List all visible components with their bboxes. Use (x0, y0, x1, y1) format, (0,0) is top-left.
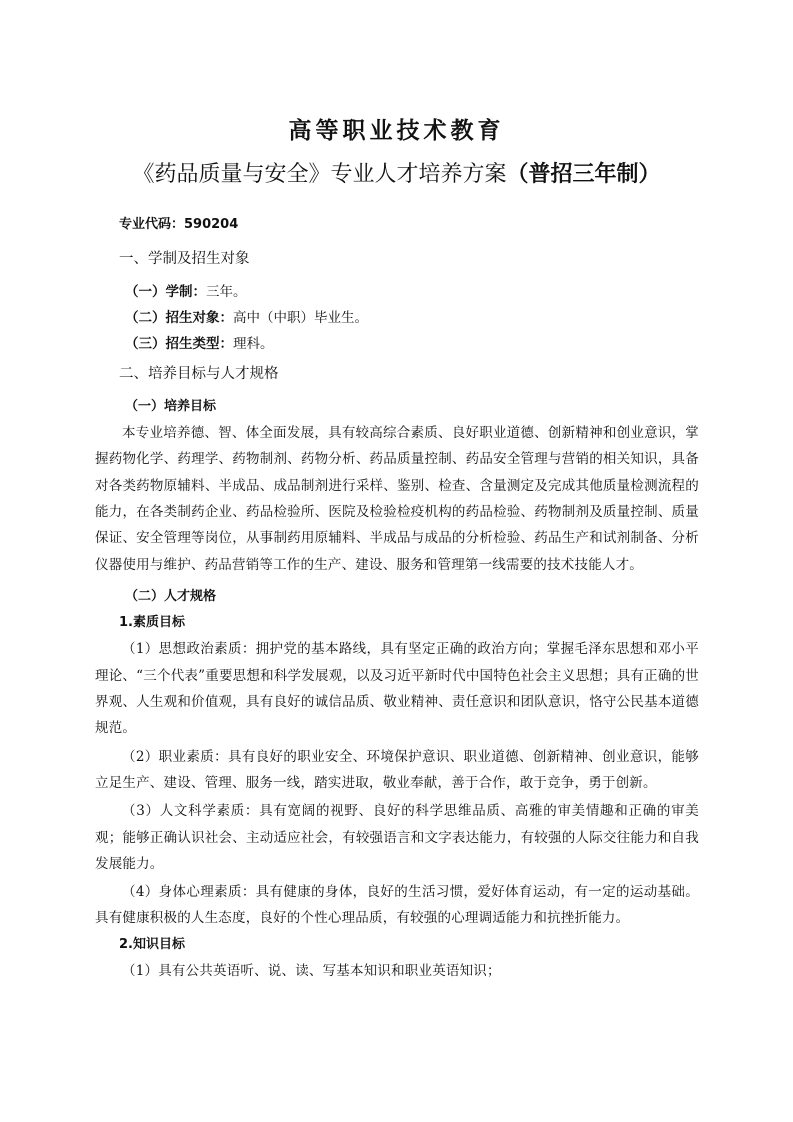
knowledge-heading: 2.知识目标 (119, 936, 185, 952)
major-code: 专业代码：590204 (119, 217, 239, 232)
item-value: 理科。 (233, 336, 274, 353)
paragraph-quality-1: （1）思想政治素质：拥护党的基本路线，具有坚定正确的政治方向；掌握毛泽东思想和邓小平理论、“三个代表”重要思想和科学发展观，以及习近平新时代中国特色社会主义思想；具有正确的世界观、人生观和价值观，具有良好的诚信品质、敬业精神、责任意识和团队意识，恪守公民基本道德规范。 (95, 641, 699, 737)
document-title: 高等职业技术教育 (288, 118, 505, 144)
item-duration (95, 279, 699, 305)
item-label: （三）招生类型： (125, 336, 233, 353)
paragraph-quality-3: （3）人文科学素质：具有宽阔的视野、良好的科学思维品质、高雅的审美情趣和正确的审美观；能够正确认识社会、主动适应社会，有较强语言和文字表达能力，有较强的人际交往能力和自我发展能力。 (95, 803, 699, 872)
item-value: 高中（中职）毕业生。 (233, 309, 368, 326)
subsection-heading-goals: （一）培养目标 (125, 398, 217, 414)
quality-heading: 1.素质目标 (119, 615, 185, 631)
section-heading-1: 一、学制及招生对象 (119, 251, 250, 268)
section-heading-2: 二、培养目标与人才规格 (119, 366, 279, 383)
item-enrollment-target (95, 305, 699, 331)
document-subtitle (0, 157, 793, 188)
item-label: （一）学制： (125, 283, 206, 300)
document-body (95, 212, 699, 984)
subsection-heading-specs: （二）人才规格 (125, 588, 217, 604)
item-label: （二）招生对象： (125, 309, 233, 326)
paragraph-goals: 本专业培养德、智、体全面发展，具有较高综合素质、良好职业道德、创新精神和创业意识，掌握药物化学、药理学、药物制剂、药物分析、药品质量控制、药品安全管理与营销的相关知识，具备对各类药物原辅料、半成品、成品制剂进行采样、鉴别、检查、含量测定及完成其他质量检测流程的能力，在各类制药企业、药品检验所、医院及检验检疫机构的药品检验、药物制剂及质量控制、质量保证、安全管理等岗位，从事制药用原辅料、半成品与成品的分析检验、药品生产和试剂制备、分析仪器使用与维护、药品营销等工作的生产、建设、服务和管理第一线需要的技术技能人才。 (95, 425, 699, 573)
item-value: 三年。 (206, 283, 247, 300)
item-enrollment-type (95, 331, 699, 357)
paragraph-knowledge-1: （1）具有公共英语听、说、读、写基本知识和职业英语知识； (122, 963, 501, 980)
subtitle-main: 《药品质量与安全》专业人才培养方案 (132, 162, 507, 187)
paragraph-quality-4: （4）身体心理素质：具有健康的身体，良好的生活习惯，爱好体育运动，有一定的运动基础。具有健康积极的人生态度，良好的个性心理品质，有较强的心理调适能力和抗挫折能力。 (95, 884, 699, 927)
paragraph-quality-2: （2）职业素质：具有良好的职业安全、环境保护意识、职业道德、创新精神、创业意识，能够立足生产、建设、管理、服务一线，踏实进取，敬业奉献，善于合作，敢于竞争，勇于创新。 (95, 748, 699, 791)
subtitle-suffix: （普招三年制） (506, 162, 661, 187)
